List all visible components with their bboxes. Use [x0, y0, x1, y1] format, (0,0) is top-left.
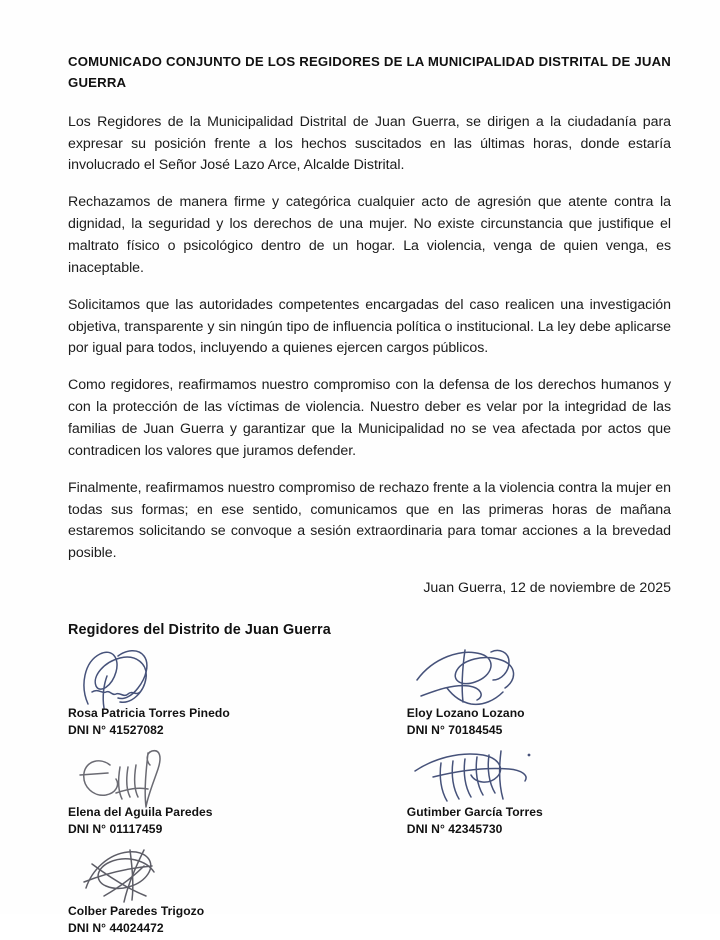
- signature-cell-eloy-lozano-lozano: [407, 646, 680, 742]
- signature-cell-elena-del-aguila-paredes: [68, 745, 407, 841]
- handwritten-signature-icon: [74, 844, 284, 906]
- signature-row: [68, 844, 680, 940]
- paragraph-3: Solicitamos que las autoridades competentes encargadas del caso realicen una investigación objetiva, transparente y sin ningún tipo de influencia política o institucional. La ley debe aplicarse por igual para todos, incluyendo a quienes ejercen cargos públicos.: [68, 296, 671, 357]
- document-title: COMUNICADO CONJUNTO DE LOS REGIDORES DE LA MUNICIPALIDAD DISTRITAL DE JUAN GUERRA: [68, 54, 671, 90]
- paragraph-2: Rechazamos de manera firme y categórica cualquier acto de agresión que atente contra la dignidad, la seguridad y los derechos de una mujer. No existe circunstancia que justifique el maltrato físico o psicológico dentro de un hogar. La violencia, venga de quien venga, es inaceptable.: [68, 194, 671, 276]
- signatory-dni: DNI N° 42345730: [406, 822, 503, 837]
- paragraph-5: Finalmente, reafirmamos nuestro compromiso de rechazo frente a la violencia contra la mujer en todas sus formas; en ese sentido, comunicamos que en las primeras horas de mañana estaremos solicitando se convoque a sesión extraordinaria para tomar acciones a la brevedad posible.: [68, 479, 671, 562]
- handwritten-signature-icon: [74, 646, 284, 708]
- signatory-name: Eloy Lozano Lozano: [406, 706, 525, 721]
- signatory-dni: DNI N° 41527082: [68, 723, 164, 738]
- signature-cell-rosa-patricia-torres-pinedo: [68, 646, 407, 742]
- signature-grid: [68, 646, 680, 940]
- handwritten-signature-icon: [74, 745, 284, 807]
- signature-block-heading: Regidores del Distrito de Juan Guerra: [68, 622, 331, 639]
- signatory-dni: DNI N° 01117459: [68, 822, 163, 837]
- signatory-dni: DNI N° 44024472: [68, 921, 164, 936]
- dateline: Juan Guerra, 12 de noviembre de 2025: [423, 580, 671, 597]
- paragraph-4: Como regidores, reafirmamos nuestro compromiso con la defensa de los derechos humanos y con la protección de las víctimas de violencia. Nuestro deber es velar por la integridad de las familias de Juan Guerra y garantizar que la Municipalidad no se vea afectada por actos que contradicen los valores que juramos defender.: [68, 377, 671, 459]
- handwritten-signature-icon: [413, 646, 623, 708]
- signature-row: [68, 745, 680, 841]
- signature-cell-gutimber-garcia-torres: [407, 745, 680, 841]
- signatory-dni: DNI N° 70184545: [406, 723, 503, 738]
- paragraph-1: Los Regidores de la Municipalidad Distrital de Juan Guerra, se dirigen a la ciudadanía para expresar su posición frente a los hechos suscitados en las últimas horas, donde estaría involucrado el Señor José Lazo Arce, Alcalde Distrital.: [68, 113, 671, 174]
- signature-row: [68, 646, 680, 742]
- signature-cell-colber-paredes-trigozo: [68, 844, 407, 940]
- handwritten-signature-icon: [413, 745, 623, 807]
- signatory-name: Gutimber García Torres: [406, 805, 543, 820]
- signatory-name: Elena del Aguila Paredes: [68, 805, 213, 820]
- signatory-name: Colber Paredes Trigozo: [68, 904, 205, 919]
- signatory-name: Rosa Patricia Torres Pinedo: [68, 706, 230, 721]
